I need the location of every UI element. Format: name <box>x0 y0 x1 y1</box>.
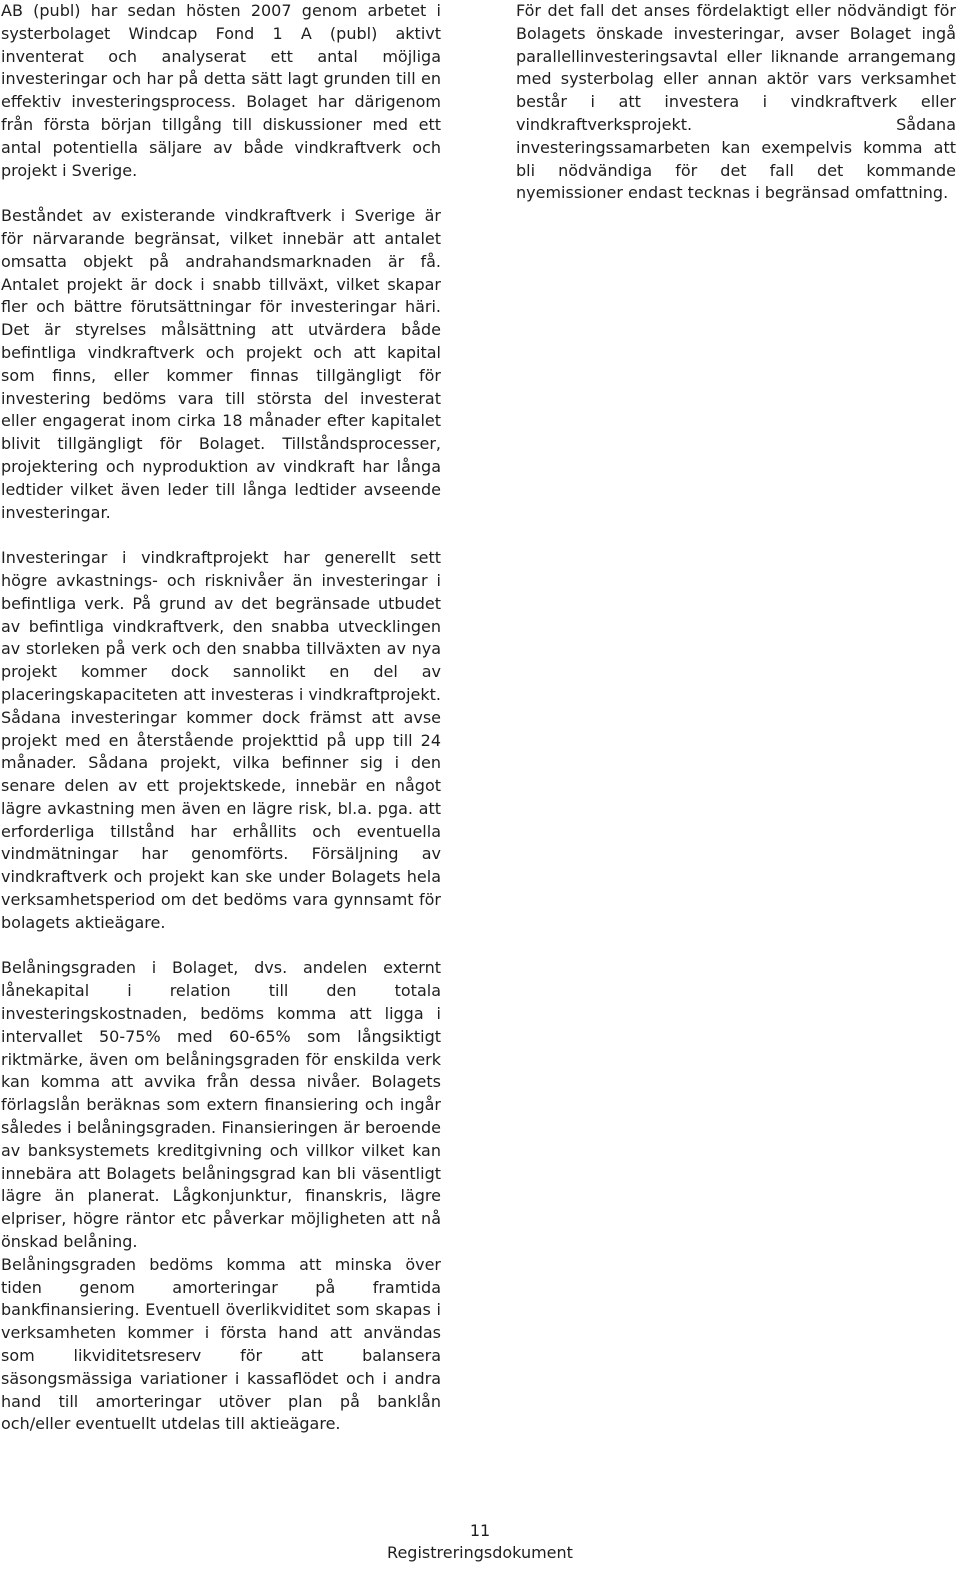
paragraph-loan-to-value: Belåningsgraden i Bolaget, dvs. andelen externt lånekapital i relation till den totala investeringskostnaden, bedöms komma att ligga i intervallet 50-75% med 60-65% som långsiktigt riktmärke, även om belåningsgraden för enskilda verk kan komma att avvika från dessa nivåer. Bolagets förlagslån beräknas som extern finansiering och ingår således i belåningsgraden. Finansieringen är beroende av banksystemets kreditgivning och villkor vilket kan innebära att Bolagets belåningsgrad kan bli väsentligt lägre än planerat. Lågkonjunktur, finanskris, lägre elpriser, högre räntor etc påverkar möjligheten att nå önskad belåning. <box>1 958 441 1252</box>
paragraph-amortization: Belåningsgraden bedöms komma att minska över tiden genom amorteringar på framtida bankfinansiering. Eventuell överlikviditet som skapas i verksamheten kommer i första hand att användas som likviditetsreserv för att balansera säsongsmässiga variationer i kassaflödet och i andra hand till amorteringar utöver plan på banklån och/eller eventuellt utdelas till aktieägare. <box>1 1254 441 1434</box>
paragraph-investment-process: AB (publ) har sedan hösten 2007 genom arbetet i systerbolaget Windcap Fond 1 A (publ) aktivt inventerat och analyserat ett antal möjliga investeringar och har på detta sätt lagt grunden till en effektiv investeringsprocess. Bolaget har därigenom från första början tillgång till diskussioner med ett antal potentiella säljare av både vindkraftverk och projekt i Sverige. <box>1 1 441 180</box>
paragraph-parallel-investments: För det fall det anses fördelaktigt eller nödvändigt för Bolagets önskade investeringar, avser Bolaget ingå parallellinvesteringsavtal eller liknande arrangemang med systerbolag eller annan aktör vars verksamhet består i att investera i vindkraftverk eller vindkraftverksprojekt. Sådana investeringssamarbeten kan exempelvis komma att bli nödvändiga för det fall det kommande nyemissioner endast tecknas i begränsad omfattning. <box>516 1 956 203</box>
page-footer <box>340 1520 620 1564</box>
paragraph-wind-power-projects: Investeringar i vindkraftprojekt har generellt sett högre avkastnings- och risknivåer än investeringar i befintliga verk. På grund av det begränsade utbudet av befintliga vindkraftverk, den snabba utvecklingen av storleken på verk och den snabba tillväxten av nya projekt kommer dock sannolikt en del av placeringskapaciteten att investeras i vindkraftprojekt. Sådana investeringar kommer dock främst att avse projekt med en återstående projekttid på upp till 24 månader. Sådana projekt, vilka befinner sig i den senare delen av ett projektskede, innebär en något lägre avkastning men även en lägre risk, bl.a. pga. att erforderliga tillstånd har erhållits och eventuella vindmätningar har genomförts. Försäljning av vindkraftverk och projekt kan ske under Bolagets hela verksamhetsperiod om det bedöms vara gynnsamt för bolagets aktieägare. <box>1 548 441 932</box>
right-column <box>516 0 956 205</box>
paragraph-existing-wind-turbines: Beståndet av existerande vindkraftverk i Sverige är för närvarande begränsat, vilket innebär att antalet omsatta objekt på andrahandsmarknaden är få. Antalet projekt är dock i snabb tillväxt, vilket skapar fler och bättre förutsättningar för investeringar häri. Det är styrelses målsättning att utvärdera både befintliga vindkraftverk och projekt och att kapital som finns, eller kommer finnas tillgängligt för investering bedöms vara till största del investerat eller engagerat inom cirka 18 månader efter kapitalet blivit tillgängligt för Bolaget. Tillståndsprocesser, projektering och nyproduktion av vindkraft har långa ledtider vilket även leder till långa ledtider avseende investeringar. <box>1 206 441 522</box>
left-column <box>1 0 441 1436</box>
document-name: Registreringsdokument <box>387 1543 573 1562</box>
page-number: 11 <box>469 1521 491 1540</box>
